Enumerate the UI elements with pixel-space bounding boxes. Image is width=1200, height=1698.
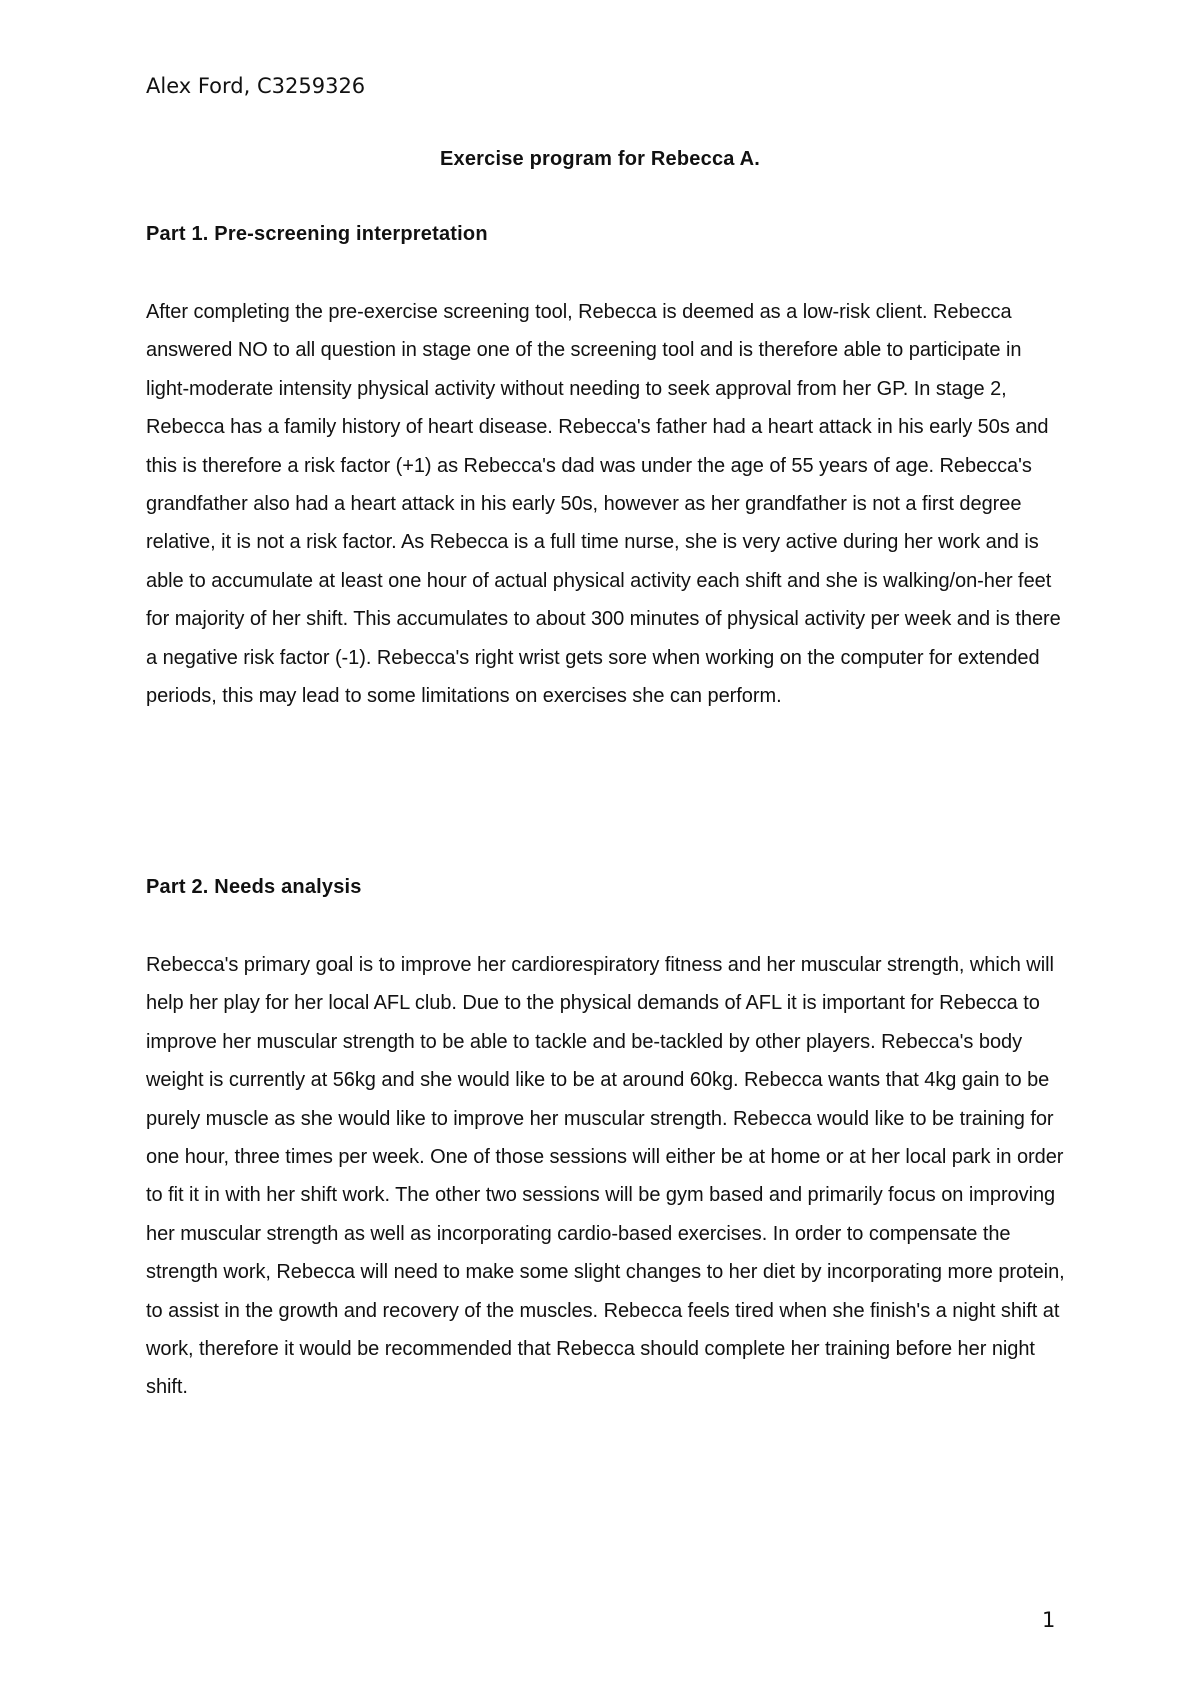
- part1-heading: Part 1. Pre-screening interpretation: [146, 223, 488, 245]
- document-title: Exercise program for Rebecca A.: [439, 148, 761, 170]
- page-number: 1: [1042, 1608, 1056, 1632]
- part2-heading: Part 2. Needs analysis: [146, 876, 362, 898]
- part1-paragraph: After completing the pre-exercise screening tool, Rebecca is deemed as a low-risk client. Rebecca answered NO to all question in stage one of the screening tool and is therefore able to participate in light-moderate intensity physical activity without needing to seek approval from her GP. In stage 2, Rebecca has a family history of heart disease. Rebecca's father had a heart attack in his early 50s and this is therefore a risk factor (+1) as Rebecca's dad was under the age of 55 years of age. Rebecca's grandfather also had a heart attack in his early 50s, however as her grandfather is not a first degree relative, it is not a risk factor. As Rebecca is a full time nurse, she is very active during her work and is able to accumulate at least one hour of actual physical activity each shift and she is walking/on-her feet for majority of her shift. This accumulates to about 300 minutes of physical activity per week and is there a negative risk factor (-1). Rebecca's right wrist gets sore when working on the computer for extended periods, this may lead to some limitations on exercises she can perform.: [146, 301, 1061, 708]
- part2-paragraph: Rebecca's primary goal is to improve her cardiorespiratory fitness and her muscular strength, which will help her play for her local AFL club. Due to the physical demands of AFL it is important for Rebecca to improve her muscular strength to be able to tackle and be-tackled by other players. Rebecca's body weight is currently at 56kg and she would like to be at around 60kg. Rebecca wants that 4kg gain to be purely muscle as she would like to improve her muscular strength. Rebecca would like to be training for one hour, three times per week. One of those sessions will either be at home or at her local park in order to fit it in with her shift work. The other two sessions will be gym based and primarily focus on improving her muscular strength as well as incorporating cardio-based exercises. In order to compensate the strength work, Rebecca will need to make some slight changes to her diet by incorporating more protein, to assist in the growth and recovery of the muscles. Rebecca feels tired when she finish's a night shift at work, therefore it would be recommended that Rebecca should complete her training before her night shift.: [146, 954, 1065, 1399]
- document-header-author: Alex Ford, C3259326: [146, 74, 366, 98]
